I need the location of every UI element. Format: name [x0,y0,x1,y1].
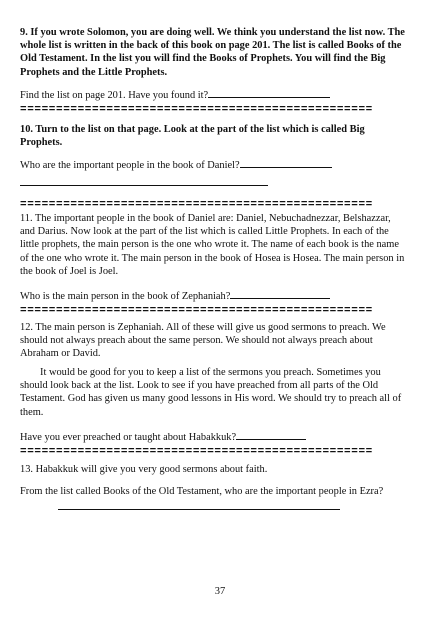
answer-blank-12[interactable] [236,430,306,440]
section-9-paragraph: 9. If you wrote Solomon, you are doing well. We think you understand the list now. The whole list is written in the back of this book on page 201. The list is called Books of the Old Testament. In the list you will find the Books of Prophets. You will find the Big Prophets and the Little Prophets. [20,27,405,78]
question-9-text: Find the list on page 201. Have you found it? [20,90,209,101]
answer-blank-10b[interactable] [20,185,268,186]
answer-blank-11[interactable] [230,289,330,299]
answer-blank-13[interactable] [58,509,340,510]
section-10-text [20,123,408,149]
separator-2: ================================================= [20,200,373,210]
question-12-text: Have you ever preached or taught about Habakkuk? [20,432,237,443]
section-10-question [20,158,408,172]
page-number: 37 [214,586,226,597]
question-13-text: From the list called Books of the Old Testament, who are the important people in Ezra? [20,486,384,497]
section-12-text [20,321,408,361]
separator-4: ================================================= [20,447,373,457]
section-12-paragraph: 12. The main person is Zephaniah. All of these will give us good sermons to preach. We should not always preach about the same person. We should not always preach about Abraham or David. [20,322,386,360]
section-13-question [20,485,408,498]
question-11-text: Who is the main person in the book of Zephaniah? [20,291,231,302]
section-9-text [20,26,408,79]
question-10-text: Who are the important people in the book of Daniel? [20,160,240,171]
answer-blank-10a[interactable] [240,158,332,168]
section-13-text [20,463,408,476]
section-12-text-2 [20,366,408,419]
section-10-paragraph: 10. Turn to the list on that page. Look at the part of the list which is called Big Prophets. [20,124,365,149]
answer-blank-9[interactable] [208,88,330,98]
section-12-question [20,430,408,444]
section-13-paragraph: 13. Habakkuk will give you very good sermons about faith. [20,464,268,475]
section-11-question [20,289,408,303]
section-9-question [20,88,408,102]
separator-1: ================================================= [20,105,373,115]
section-11-paragraph: 11. The important people in the book of Daniel are: Daniel, Nebuchadnezzar, Belshazzar, and Darius. Now look at the part of the list which is called Little Prophets. In each of the little prophets, the main person is the one who wrote it. The name of each book is the name of the one who wrote it. The main person in the book of Hosea is Hosea. The main person in the book of Joel is Joel. [20,213,405,277]
section-11-text [20,212,408,278]
section-12-paragraph-2: It would be good for you to keep a list of the sermons you preach. Sometimes you should look back at the list. Look to see if you have preached from all parts of the Old Testament. God has given us many good lessons in His word. We should try to preach all of them. [20,367,402,418]
separator-3: ================================================= [20,306,373,316]
